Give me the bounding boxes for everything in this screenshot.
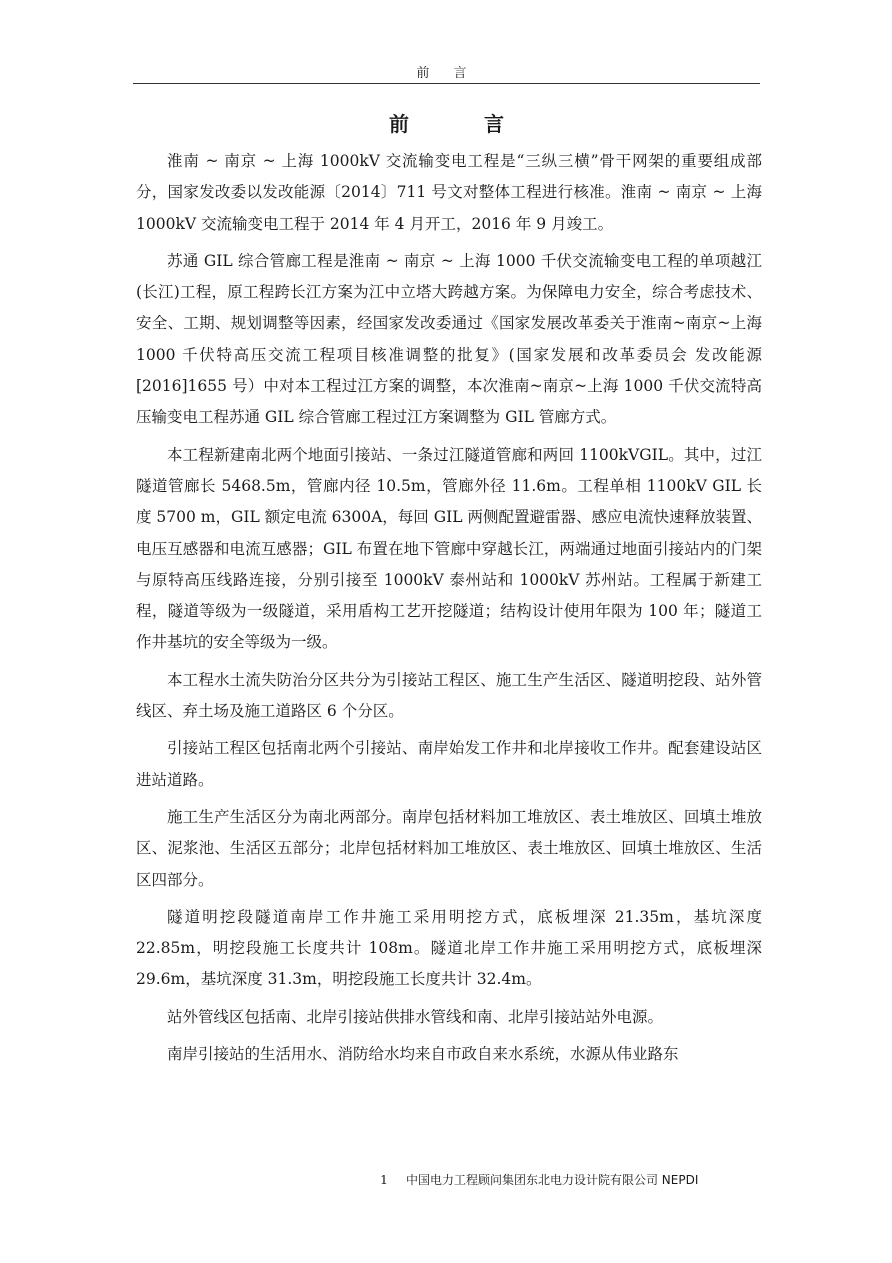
paragraph: 站外管线区包括南、北岸引接站供排水管线和南、北岸引接站站外电源。: [167, 1007, 664, 1026]
page-footer: [380, 1171, 800, 1189]
paragraph: 淮南 ~ 南京 ~ 上海 1000kV 交流输变电工程是“三纵三横”骨干网架的重要组成部分，国家发改委以发改能源〔2014〕711 号文对整体工程进行核准。淮南 ~ 南京 ~ 上海 1000kV 交流输变电工程于 2014 年 4 月开工，2016 年 9 月竣工。: [136, 152, 762, 233]
header-rule: [133, 83, 760, 84]
footer-organization: 中国电力工程顾问集团东北电力设计院有限公司 NEPDI: [405, 1173, 699, 1187]
page-title: 前 言: [389, 112, 538, 136]
paragraph: 本工程水土流失防治分区共分为引接站工程区、施工生产生活区、隧道明挖段、站外管线区、弃土场及施工道路区 6 个分区。: [136, 670, 762, 721]
running-header: 前 言: [416, 66, 477, 81]
document-body: [136, 146, 762, 1076]
paragraph: 引接站工程区包括南北两个引接站、南岸始发工作井和北岸接收工作井。配套建设站区进站道路。: [136, 739, 762, 789]
paragraph: 施工生产生活区分为南北两部分。南岸包括材料加工堆放区、表土堆放区、回填土堆放区、泥浆池、生活区五部分；北岸包括材料加工堆放区、表土堆放区、回填土堆放区、生活区四部分。: [136, 807, 762, 889]
paragraph: 隧道明挖段隧道南岸工作井施工采用明挖方式，底板埋深 21.35m，基坑深度 22.85m，明挖段施工长度共计 108m。隧道北岸工作井施工采用明挖方式，底板埋深 29.6m，基坑深度 31.3m，明挖段施工长度共计 32.4m。: [136, 907, 762, 989]
paragraph: 南岸引接站的生活用水、消防给水均来自市政自来水系统，水源从伟业路东: [167, 1045, 679, 1064]
page-number: 1: [380, 1172, 388, 1187]
paragraph: 本工程新建南北两个地面引接站、一条过江隧道管廊和两回 1100kVGIL。其中，过江隧道管廊长 5468.5m，管廊内径 10.5m，管廊外径 11.6m。工程单相 1100kV GIL 长度 5700 m，GIL 额定电流 6300A，每回 GIL 两侧配置避雷器、感应电流快速释放装置、电压互感器和电流互感器；GIL 布置在地下管廊中穿越长江，两端通过地面引接站内的门架与原特高压线路连接，分别引接至 1000kV 泰州站和 1000kV 苏州站。工程属于新建工程，隧道等级为一级隧道，采用盾构工艺开挖隧道；结构设计使用年限为 100 年；隧道工作井基坑的安全等级为一级。: [136, 445, 762, 652]
paragraph: 苏通 GIL 综合管廊工程是淮南 ~ 南京 ~ 上海 1000 千伏交流输变电工程的单项越江(长江)工程，原工程跨长江方案为江中立塔大跨越方案。为保障电力安全，综合考虑技术、安全、工期、规划调整等因素，经国家发改委通过《国家发展改革委关于淮南~南京~上海 1000 千伏特高压交流工程项目核准调整的批复》(国家发展和改革委员会 发改能源[2016]1655 号）中对本工程过江方案的调整，本次淮南~南京~上海 1000 千伏交流特高压输变电工程苏通 GIL 综合管廊工程过江方案调整为 GIL 管廊方式。: [136, 251, 762, 427]
